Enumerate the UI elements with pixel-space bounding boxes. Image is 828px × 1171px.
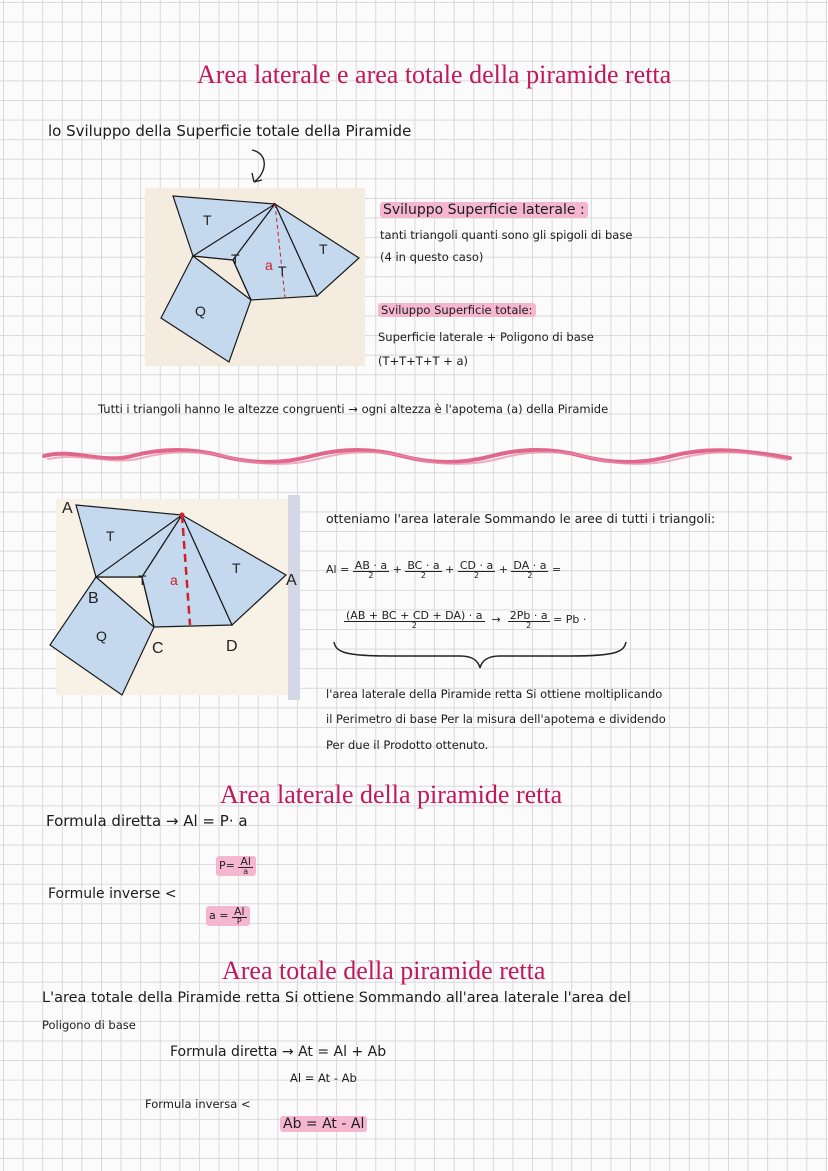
- brace: [330, 638, 630, 672]
- lateral-area-formula: Al = $\frac{AB \cdot a}{2}$ + $\frac{BC \cdot a}{2}$ + $\frac{CD \cdot a}{2}$ + $\frac{DA \cdot a}{2}$ =: [326, 559, 562, 580]
- section-title-total: Area totale della piramide retta: [222, 956, 546, 985]
- inverse-formula-al: Al = At - Ab: [290, 1071, 357, 1085]
- intro-text: lo Sviluppo della Superficie totale della Piramide: [48, 122, 412, 140]
- total-dev-line2: (T+T+T+T + a): [378, 354, 468, 368]
- inverse-formula-ab: Ab = At - Al: [280, 1116, 367, 1132]
- fig1-label: T: [278, 263, 287, 279]
- combined-formula: $\frac{(AB + BC + CD + DA) \cdot a}{2}$ → $\frac{2Pb \cdot a}{2}$ = Pb ·: [346, 609, 587, 630]
- fig1-label: T: [231, 251, 240, 267]
- total-dev-heading: Sviluppo Superficie totale:: [378, 303, 536, 317]
- wavy-divider: [42, 440, 792, 472]
- inverse-formula-p: P= $\frac{Al}{a}$: [216, 856, 256, 876]
- lateral-dev-line1: tanti triangoli quanti sono gli spigoli di base: [380, 228, 633, 242]
- section-title-lateral: Area laterale della piramide retta: [220, 780, 563, 809]
- lateral-explain-1: l'area laterale della Piramide retta Si ottiene moltiplicando: [326, 687, 663, 701]
- fig2-label: Q: [96, 628, 107, 644]
- total-text-2: Poligono di base: [42, 1018, 136, 1032]
- lateral-explain-3: Per due il Prodotto ottenuto.: [326, 738, 489, 752]
- fig1-label: Q: [195, 303, 206, 319]
- fig1-label: T: [319, 241, 328, 257]
- inverse-label-total: Formula inversa <: [145, 1097, 251, 1111]
- direct-formula-total: Formula diretta → At = Al + Ab: [170, 1044, 387, 1060]
- fig2-label: a: [170, 572, 178, 588]
- inverse-label: Formule inverse <: [48, 886, 177, 902]
- fig2-vertex: A: [286, 572, 297, 589]
- direct-formula-lateral: Formula diretta → Al = P· a: [46, 812, 248, 830]
- lateral-dev-heading: Sviluppo Superficie laterale :: [380, 202, 588, 218]
- main-title: Area laterale e area totale della piramide retta: [197, 60, 672, 89]
- fig2-label: T: [138, 572, 147, 588]
- sum-intro: otteniamo l'area laterale Sommando le aree di tutti i triangoli:: [326, 511, 716, 526]
- total-dev-line1: Superficie laterale + Poligono di base: [378, 330, 594, 344]
- fig1-label: a: [265, 257, 273, 273]
- pyramid-net-figure-1: [145, 188, 365, 366]
- fig2-vertex: D: [226, 638, 238, 655]
- fig2-label: T: [106, 528, 115, 544]
- total-text-1: L'area totale della Piramide retta Si ottiene Sommando all'area laterale l'area del: [42, 990, 631, 1006]
- inverse-formula-a: a = $\frac{Al}{P}$: [206, 906, 250, 926]
- pyramid-net-figure-2: [42, 495, 300, 700]
- lateral-dev-line2: (4 in questo caso): [380, 250, 484, 264]
- lateral-explain-2: il Perimetro di base Per la misura dell'apotema e dividendo: [326, 712, 666, 726]
- fig2-vertex: C: [152, 640, 164, 657]
- triangles-note: Tutti i triangoli hanno le altezze congruenti → ogni altezza è l'apotema (a) della Piramide: [98, 402, 609, 416]
- fig1-label: T: [203, 212, 212, 228]
- arrow-down-icon: [240, 146, 280, 190]
- fig2-vertex: B: [88, 590, 99, 607]
- fig2-label: T: [232, 560, 241, 576]
- fig2-vertex: A: [62, 500, 73, 517]
